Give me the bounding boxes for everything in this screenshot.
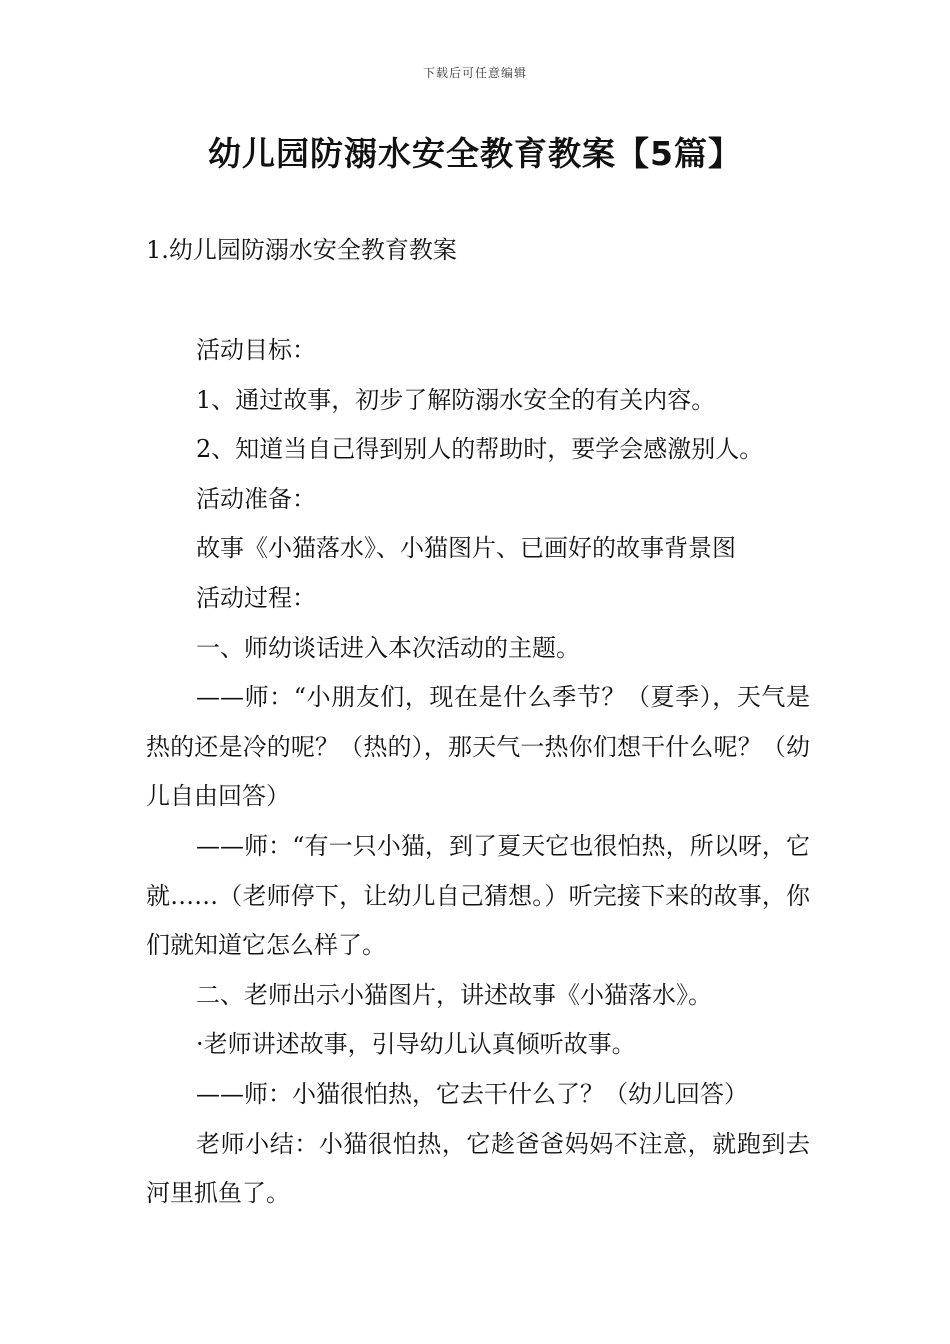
paragraph-preparation-heading: 活动准备： <box>196 484 316 513</box>
paragraph-step-2: 二、老师出示小猫图片，讲述故事《小猫落水》。 <box>196 980 712 1009</box>
paragraph-goal-2: 2、知道当自己得到别人的帮助时，要学会感激别人。 <box>196 435 764 464</box>
paragraph-preparation-materials: 故事《小猫落水》、小猫图片、已画好的故事背景图 <box>196 534 736 563</box>
paragraph-goal-1: 1、通过故事，初步了解防溺水安全的有关内容。 <box>196 385 716 414</box>
document-title: 幼儿园防溺水安全教育教案【5篇】 <box>208 134 742 173</box>
section-title: 1.幼儿园防溺水安全教育教案 <box>146 236 457 264</box>
paragraph-bullet-story: ·老师讲述故事，引导幼儿认真倾听故事。 <box>196 1030 636 1059</box>
paragraph-step-1: 一、师幼谈话进入本次活动的主题。 <box>196 633 580 662</box>
paragraph-teacher-question: ——师：小猫很怕热，它去干什么了？（幼儿回答） <box>196 1079 748 1108</box>
paragraph-teacher-dialogue-1: ——师：“小朋友们，现在是什么季节？（夏季），天气是热的还是冷的呢？（热的），那天气一热你们想干什么呢？（幼儿自由回答） <box>146 683 810 811</box>
paragraph-process-heading: 活动过程： <box>196 583 316 612</box>
paragraph-teacher-dialogue-2: ——师：“有一只小猫，到了夏天它也很怕热，所以呀，它就……（老师停下，让幼儿自己猜想。）听完接下来的故事，你们就知道它怎么样了。 <box>146 831 810 960</box>
header-note: 下载后可任意编辑 <box>422 66 527 80</box>
document-body <box>146 326 810 1219</box>
paragraph-activity-goals-heading: 活动目标： <box>196 336 316 364</box>
paragraph-teacher-summary: 老师小结：小猫很怕热，它趁爸爸妈妈不注意，就跑到去河里抓鱼了。 <box>146 1129 810 1208</box>
